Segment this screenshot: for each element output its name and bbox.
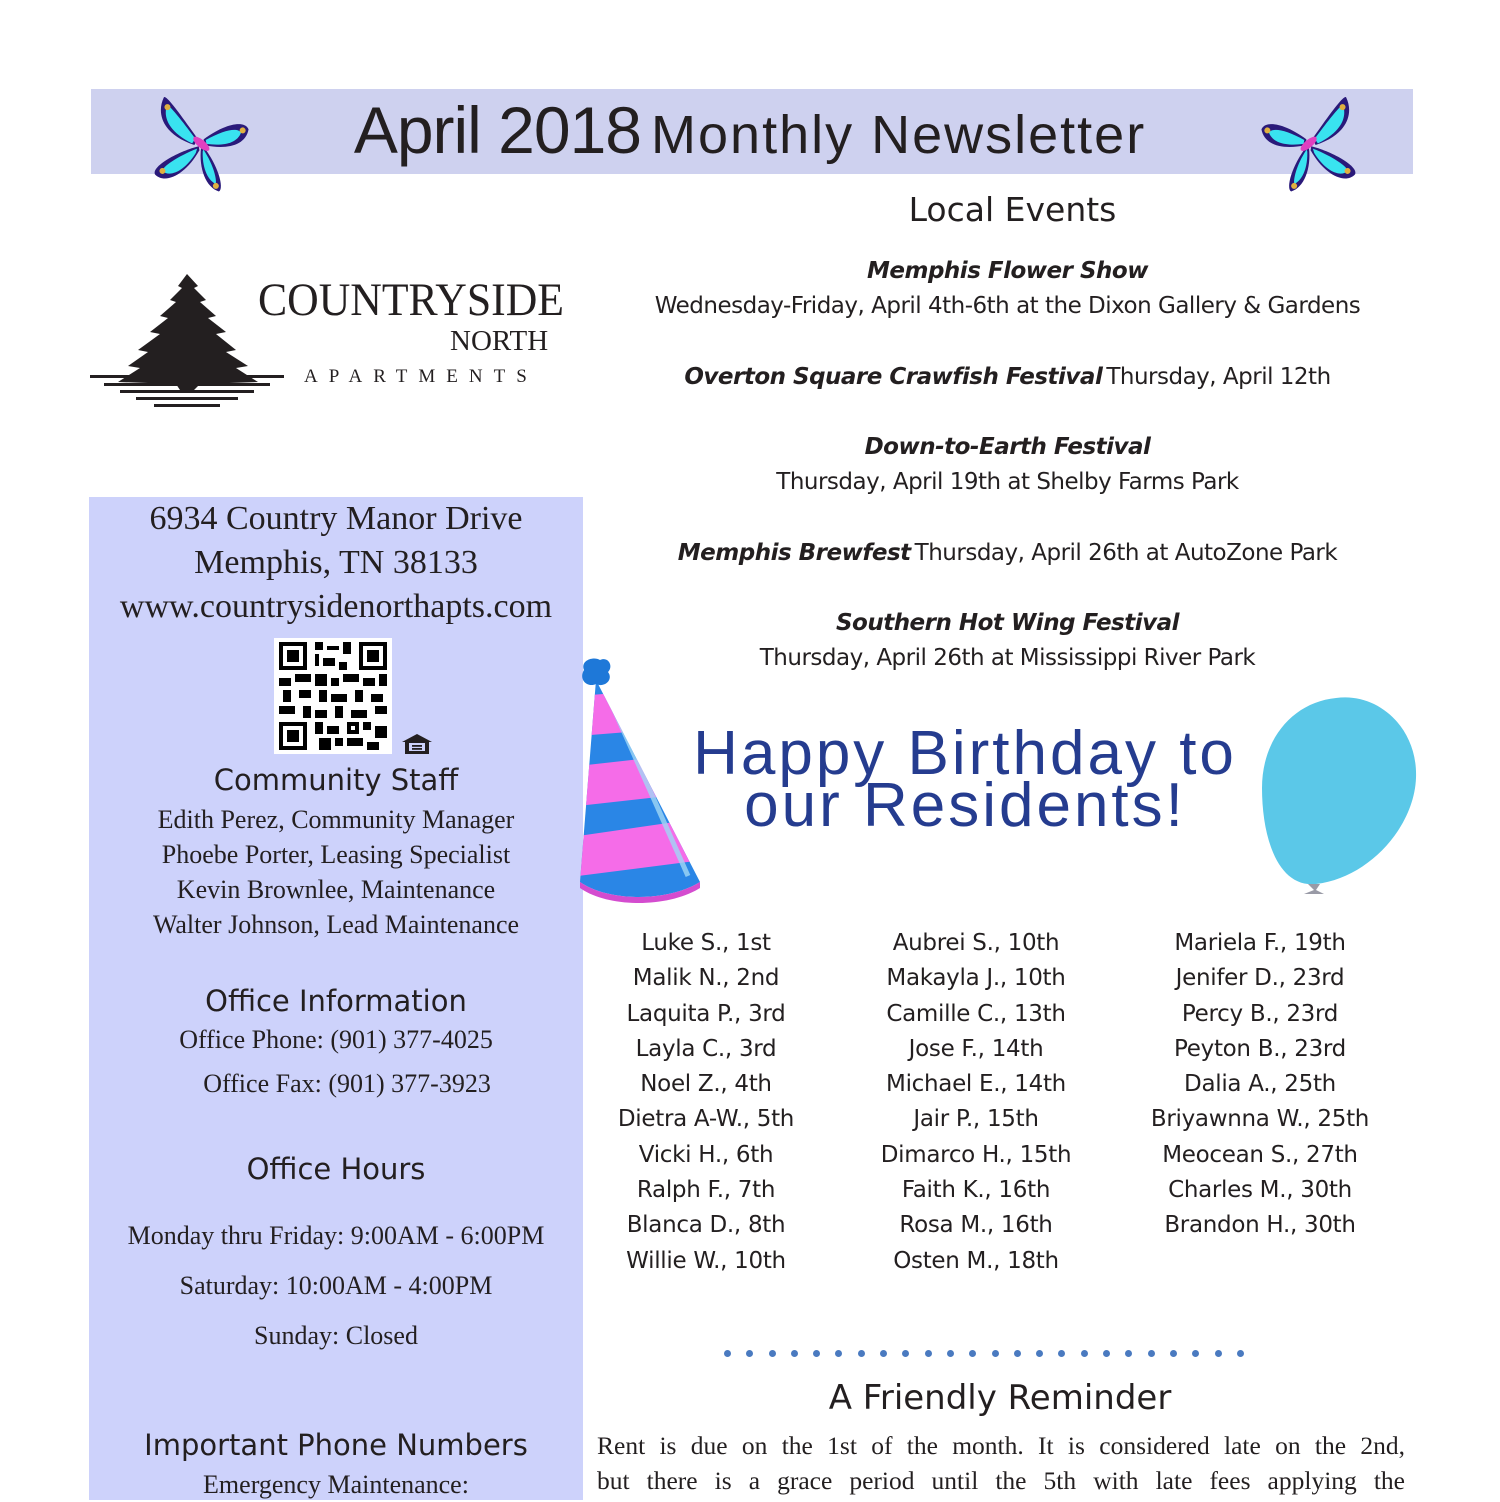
reminder-line: Rent is due on the 1st of the month. It is considered late on the 2nd, xyxy=(597,1431,1405,1460)
title-month: April 2018 xyxy=(353,93,642,167)
event-title: Memphis Brewfest xyxy=(677,540,911,566)
birthday-entry: Dalia A., 25th xyxy=(1184,1071,1336,1098)
birthday-entry: Brandon H., 30th xyxy=(1164,1212,1356,1239)
birthday-entry: Jair P., 15th xyxy=(913,1106,1039,1133)
birthday-entry: Faith K., 16th xyxy=(901,1177,1051,1204)
reminder-line: but there is a grace period until the 5th with late fees applying the xyxy=(597,1466,1405,1495)
event-detail: Thursday, April 26th at AutoZone Park xyxy=(914,540,1338,566)
staff-heading: Community Staff xyxy=(213,763,459,797)
staff-member: Walter Johnson, Lead Maintenance xyxy=(152,910,520,939)
event-title: Southern Hot Wing Festival xyxy=(835,610,1180,636)
pine-tree-icon xyxy=(90,272,284,410)
birthday-column-3 xyxy=(1110,926,1410,1244)
event-detail: Thursday, April 19th at Shelby Farms Park xyxy=(776,469,1239,495)
birthday-entry: Malik N., 2nd xyxy=(632,965,780,992)
birthday-entry: Noel Z., 4th xyxy=(640,1071,772,1098)
website-link[interactable]: www.countrysidenorthapts.com xyxy=(119,588,553,625)
event-title: Down-to-Earth Festival xyxy=(864,434,1151,460)
dotted-divider xyxy=(724,1347,1244,1359)
phone-numbers-heading: Important Phone Numbers xyxy=(144,1428,528,1462)
birthday-entry: Blanca D., 8th xyxy=(626,1212,786,1239)
birthday-entry: Dimarco H., 15th xyxy=(880,1141,1072,1168)
newsletter-title xyxy=(0,92,1500,168)
emergency-maintenance-label: Emergency Maintenance: xyxy=(203,1470,469,1499)
birthday-heading-line1: Happy Birthday to xyxy=(693,719,1237,788)
event-title: Memphis Flower Show xyxy=(867,258,1148,284)
event-item xyxy=(600,364,1415,390)
office-phone[interactable]: Office Phone: (901) 377-4025 xyxy=(179,1025,493,1054)
logo-sub: NORTH xyxy=(450,325,549,357)
office-hours-heading: Office Hours xyxy=(246,1152,426,1186)
birthday-entry: Mariela F., 19th xyxy=(1174,930,1346,956)
birthday-column-2 xyxy=(826,926,1126,1279)
qr-code-icon[interactable] xyxy=(274,638,392,754)
logo-name: COUNTRYSIDE xyxy=(258,274,564,326)
hours-sunday: Sunday: Closed xyxy=(254,1321,418,1350)
birthday-heading xyxy=(640,719,1290,840)
address-city: Memphis, TN 38133 xyxy=(194,544,478,581)
reminder-text xyxy=(597,1428,1405,1498)
equal-housing-icon xyxy=(401,733,433,755)
birthday-entry: Dietra A-W., 5th xyxy=(617,1106,795,1133)
birthday-entry: Jose F., 14th xyxy=(908,1035,1044,1062)
birthday-entry: Briyawnna W., 25th xyxy=(1150,1106,1370,1133)
staff-member: Kevin Brownlee, Maintenance xyxy=(176,875,496,904)
birthday-column-1 xyxy=(556,926,856,1279)
balloon-icon xyxy=(1258,688,1420,900)
birthday-entry: Laquita P., 3rd xyxy=(626,1000,786,1027)
event-title: Overton Square Crawfish Festival xyxy=(684,364,1103,390)
address-street: 6934 Country Manor Drive xyxy=(149,500,523,537)
event-detail: Thursday, April 26th at Mississippi River Park xyxy=(759,645,1256,671)
birthday-entry: Michael E., 14th xyxy=(886,1071,1066,1098)
birthday-entry: Rosa M., 16th xyxy=(899,1212,1053,1239)
birthday-entry: Jenifer D., 23rd xyxy=(1175,965,1345,992)
office-info-heading: Office Information xyxy=(205,984,467,1018)
birthday-entry: Ralph F., 7th xyxy=(636,1177,776,1204)
birthday-entry: Camille C., 13th xyxy=(886,1000,1066,1027)
birthday-heading-line2: our Residents! xyxy=(744,771,1186,840)
staff-member: Edith Perez, Community Manager xyxy=(157,805,515,834)
staff-member: Phoebe Porter, Leasing Specialist xyxy=(161,840,511,869)
event-detail: Wednesday-Friday, April 4th-6th at the Dixon Gallery & Gardens xyxy=(654,293,1361,319)
birthday-entry: Vicki H., 6th xyxy=(638,1141,774,1168)
reminder-heading: A Friendly Reminder xyxy=(828,1378,1172,1418)
birthday-entry: Willie W., 10th xyxy=(626,1247,786,1274)
birthday-entry: Osten M., 18th xyxy=(893,1247,1059,1274)
birthday-entry: Makayla J., 10th xyxy=(886,965,1066,992)
birthday-entry: Percy B., 23rd xyxy=(1181,1000,1339,1027)
birthday-entry: Aubrei S., 10th xyxy=(892,930,1060,956)
event-detail: Thursday, April 12th xyxy=(1106,364,1331,390)
birthday-entry: Meocean S., 27th xyxy=(1162,1141,1358,1168)
birthday-entry: Layla C., 3rd xyxy=(635,1035,777,1062)
birthday-entry: Charles M., 30th xyxy=(1168,1177,1352,1204)
birthday-entry: Peyton B., 23rd xyxy=(1174,1035,1346,1062)
event-item xyxy=(600,540,1415,566)
hours-saturday: Saturday: 10:00AM - 4:00PM xyxy=(179,1271,493,1300)
logo-tagline: APARTMENTS xyxy=(304,366,538,387)
events-heading: Local Events xyxy=(908,190,1117,229)
office-fax: Office Fax: (901) 377-3923 xyxy=(203,1069,491,1098)
hours-weekdays: Monday thru Friday: 9:00AM - 6:00PM xyxy=(127,1221,545,1250)
birthday-entry: Luke S., 1st xyxy=(641,930,771,956)
title-sub: Monthly Newsletter xyxy=(651,105,1147,165)
